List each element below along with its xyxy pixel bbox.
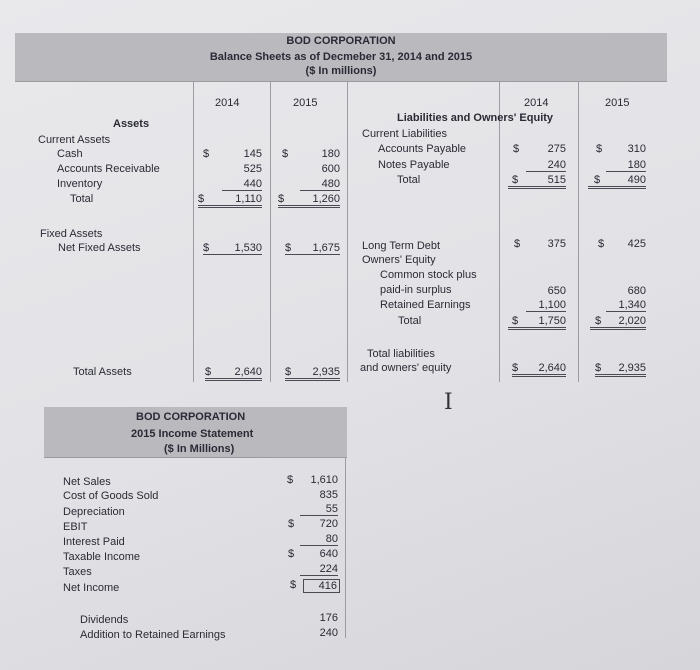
balance-sheet-title: BOD CORPORATION: [286, 35, 396, 47]
text-cursor-icon: I: [444, 390, 453, 415]
ap-2014: 275: [547, 143, 566, 155]
oe-total-2015: 2,020: [590, 315, 646, 330]
tle-2015: 2,935: [595, 362, 646, 377]
dividends-value: 176: [319, 612, 338, 624]
taxable-income-value: 640: [319, 548, 338, 560]
dollar-sign: $: [596, 143, 603, 155]
oe-total-2014: 1,750: [508, 315, 566, 330]
ebit-label: EBIT: [63, 521, 88, 533]
cash-label: Cash: [57, 148, 83, 160]
interest-label: Interest Paid: [63, 536, 125, 548]
dollar-sign: $: [514, 238, 521, 250]
total-assets-2014: 2,640: [205, 366, 262, 381]
dollar-sign: $: [594, 174, 601, 186]
np-2014: 240: [526, 159, 566, 172]
common-stock-label-2: paid-in surplus: [380, 284, 452, 296]
total-assets-2015: 2,935: [285, 366, 340, 381]
balance-sheet-subtitle: Balance Sheets as of Decmeber 31, 2014 and 2015: [209, 51, 473, 63]
assets-heading: Assets: [113, 118, 150, 130]
grid-line: [345, 458, 346, 638]
grid-line: [347, 82, 348, 382]
grid-line: [578, 82, 579, 382]
income-subtitle: 2015 Income Statement: [131, 428, 254, 440]
net-income-value: 416: [303, 579, 340, 593]
cash-2014: 145: [243, 148, 262, 160]
net-sales-value: 1,610: [310, 474, 338, 486]
dollar-sign: $: [512, 315, 519, 327]
ltd-2015: 425: [627, 238, 646, 250]
total-assets-label: Total Assets: [73, 366, 132, 378]
total-liab-equity-label-2: and owners' equity: [360, 362, 452, 374]
accounts-payable-label: Accounts Payable: [378, 143, 467, 155]
grid-line: [270, 82, 271, 382]
inventory-2014: 440: [222, 178, 262, 191]
cs-2015: 680: [627, 285, 646, 297]
grid-line: [193, 82, 194, 382]
dollar-sign: $: [288, 548, 295, 560]
dollar-sign: $: [512, 362, 519, 374]
tle-2014: 2,640: [512, 362, 566, 377]
np-2015: 180: [606, 159, 646, 172]
ltd-2014: 375: [547, 238, 566, 250]
nfa-2015: 1,675: [285, 242, 340, 255]
dollar-sign: $: [287, 474, 294, 486]
cash-2015: 180: [321, 148, 340, 160]
addition-retained-earnings-value: 240: [319, 627, 338, 639]
current-liabilities-total-label: Total: [397, 174, 421, 186]
income-title: BOD CORPORATION: [136, 411, 246, 423]
dollar-sign: $: [205, 366, 212, 378]
long-term-debt-label: Long Term Debt: [362, 240, 441, 252]
dollar-sign: $: [290, 579, 297, 591]
net-income-label: Net Income: [63, 582, 120, 594]
interest-value: 80: [300, 533, 338, 546]
ca-total-2014: 1,110: [198, 193, 262, 208]
cl-total-2015: 490: [588, 174, 646, 189]
depreciation-label: Depreciation: [63, 506, 125, 518]
fixed-assets-label: Fixed Assets: [40, 228, 103, 240]
current-assets-label: Current Assets: [38, 134, 111, 146]
dollar-sign: $: [512, 174, 519, 186]
inventory-label: Inventory: [57, 178, 103, 190]
income-units: ($ In Millions): [164, 443, 235, 455]
re-2015: 1,340: [606, 299, 646, 312]
dollar-sign: $: [285, 242, 292, 254]
current-liabilities-label: Current Liabilities: [362, 128, 447, 140]
year-header-2015: 2015: [293, 97, 318, 109]
dividends-label: Dividends: [80, 614, 129, 626]
grid-line: [499, 82, 500, 382]
dollar-sign: $: [282, 148, 289, 160]
depreciation-value: 55: [300, 503, 338, 516]
retained-earnings-label: Retained Earnings: [380, 299, 471, 311]
dollar-sign: $: [203, 242, 210, 254]
dollar-sign: $: [285, 366, 292, 378]
common-stock-label-1: Common stock plus: [380, 269, 477, 281]
dollar-sign: $: [595, 362, 602, 374]
ap-2015: 310: [627, 143, 646, 155]
dollar-sign: $: [198, 193, 205, 205]
accounts-receivable-label: Accounts Receivable: [57, 163, 160, 175]
taxable-income-label: Taxable Income: [63, 551, 141, 563]
year-header-2015-liab: 2015: [605, 97, 630, 109]
taxes-label: Taxes: [63, 566, 92, 578]
cogs-value: 835: [319, 489, 338, 501]
re-2014: 1,100: [526, 299, 566, 312]
owners-equity-label: Owners' Equity: [362, 254, 436, 266]
addition-retained-earnings-label: Addition to Retained Earnings: [80, 629, 226, 641]
year-header-2014: 2014: [215, 97, 240, 109]
cogs-label: Cost of Goods Sold: [63, 490, 159, 502]
notes-payable-label: Notes Payable: [378, 159, 450, 171]
balance-sheet-units: ($ In millions): [305, 65, 377, 77]
dollar-sign: $: [288, 518, 295, 530]
year-header-2014-liab: 2014: [524, 97, 549, 109]
ar-2014: 525: [243, 163, 262, 175]
ar-2015: 600: [321, 163, 340, 175]
nfa-2014: 1,530: [203, 242, 262, 255]
owners-equity-total-label: Total: [398, 315, 422, 327]
dollar-sign: $: [598, 238, 605, 250]
dollar-sign: $: [203, 148, 210, 160]
dollar-sign: $: [278, 193, 285, 205]
liabilities-heading: Liabilities and Owners' Equity: [397, 112, 554, 124]
ca-total-2015: 1,260: [278, 193, 340, 208]
taxes-value: 224: [300, 563, 338, 576]
current-assets-total-label: Total: [70, 193, 94, 205]
net-sales-label: Net Sales: [63, 476, 111, 488]
dollar-sign: $: [513, 143, 520, 155]
cs-2014: 650: [547, 285, 566, 297]
inventory-2015: 480: [300, 178, 340, 191]
ebit-value: 720: [319, 518, 338, 530]
net-fixed-assets-label: Net Fixed Assets: [58, 242, 141, 254]
total-liab-equity-label-1: Total liabilities: [367, 348, 435, 360]
dollar-sign: $: [595, 315, 602, 327]
cl-total-2014: 515: [508, 174, 566, 189]
